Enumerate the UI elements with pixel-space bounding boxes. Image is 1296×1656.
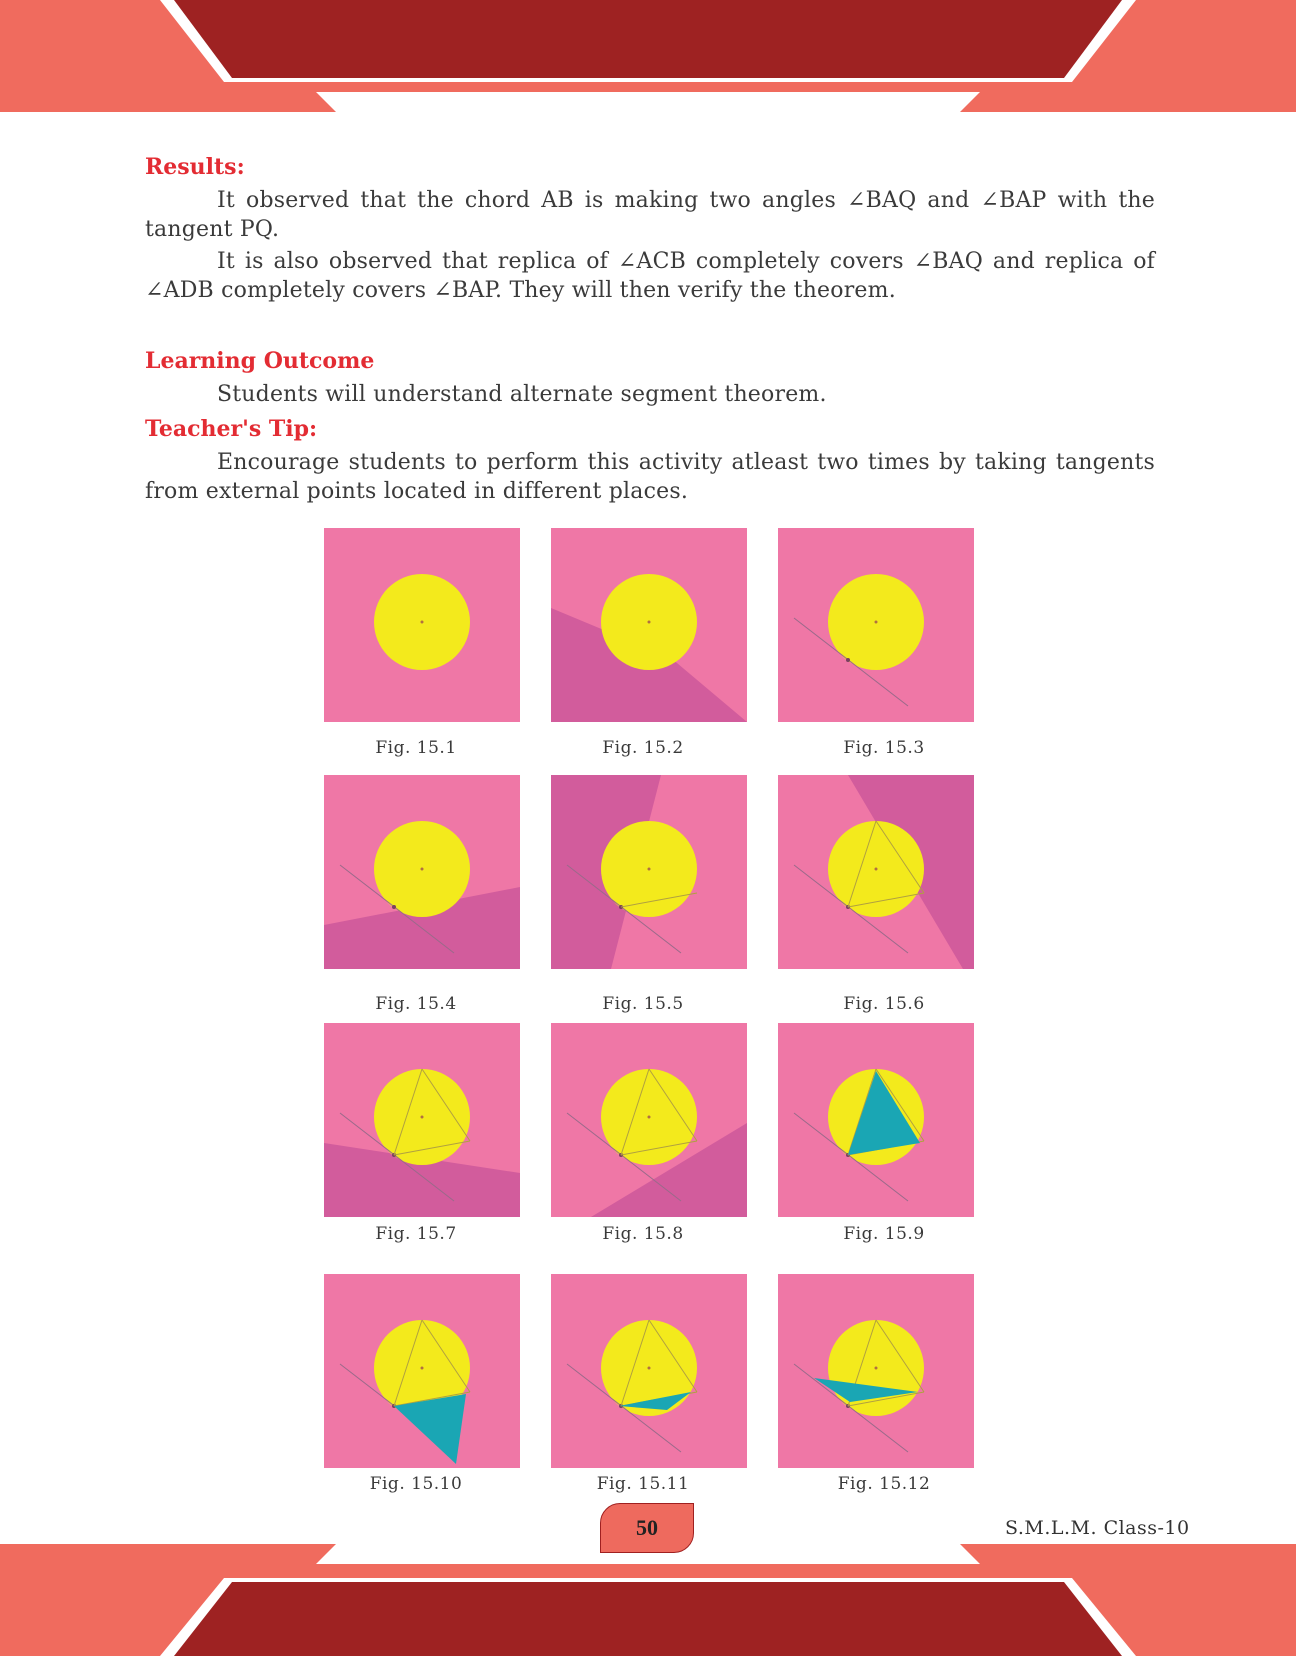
results-paragraph-1: It observed that the chord AB is making two angles ∠BAQ and ∠BAP with the tangent PQ. [145,188,1155,242]
figure-caption: Fig. 15.5 [602,994,684,1014]
figure-caption: Fig. 15.9 [843,1224,925,1244]
results-paragraph-2: It is also observed that replica of ∠ACB completely covers ∠BAQ and replica of ∠ADB completely covers ∠BAP. They will then verify the theorem. [145,249,1155,303]
figure-panel [551,1023,747,1217]
figure-caption: Fig. 15.1 [375,738,457,758]
figure-panel [324,1023,520,1217]
figure-caption: Fig. 15.3 [843,738,925,758]
figure-caption: Fig. 15.6 [843,994,925,1014]
figure-caption: Fig. 15.4 [375,994,457,1014]
figure-panel [551,1274,747,1468]
figure-panel [778,1274,974,1468]
figure-caption: Fig. 15.2 [602,738,684,758]
figure-panel [778,528,974,722]
bottom-banner [0,1540,1296,1656]
teachers-tip-paragraph: Encourage students to perform this activity atleast two times by taking tangents from external points located in different places. [145,450,1155,504]
top-banner [0,0,1296,116]
figure-panel [778,1023,974,1217]
figure-panel [778,775,974,969]
figure-panel [551,775,747,969]
figure-caption: Fig. 15.8 [602,1224,684,1244]
figure-panel [324,775,520,969]
learning-outcome-paragraph: Students will understand alternate segment theorem. [217,382,827,407]
figure-caption: Fig. 15.12 [837,1474,931,1494]
figure-panel [551,528,747,722]
book-label: S.M.L.M. Class-10 [1005,1517,1190,1539]
figure-caption: Fig. 15.7 [375,1224,457,1244]
figure-caption: Fig. 15.11 [596,1474,690,1494]
page-content [145,150,1155,509]
figure-panel [324,528,520,722]
figure-caption: Fig. 15.10 [369,1474,463,1494]
learning-outcome-heading: Learning Outcome [145,348,375,374]
results-heading: Results: [145,154,245,180]
page-number: 50 [600,1503,694,1553]
teachers-tip-heading: Teacher's Tip: [145,416,318,442]
figure-panel [324,1274,520,1468]
